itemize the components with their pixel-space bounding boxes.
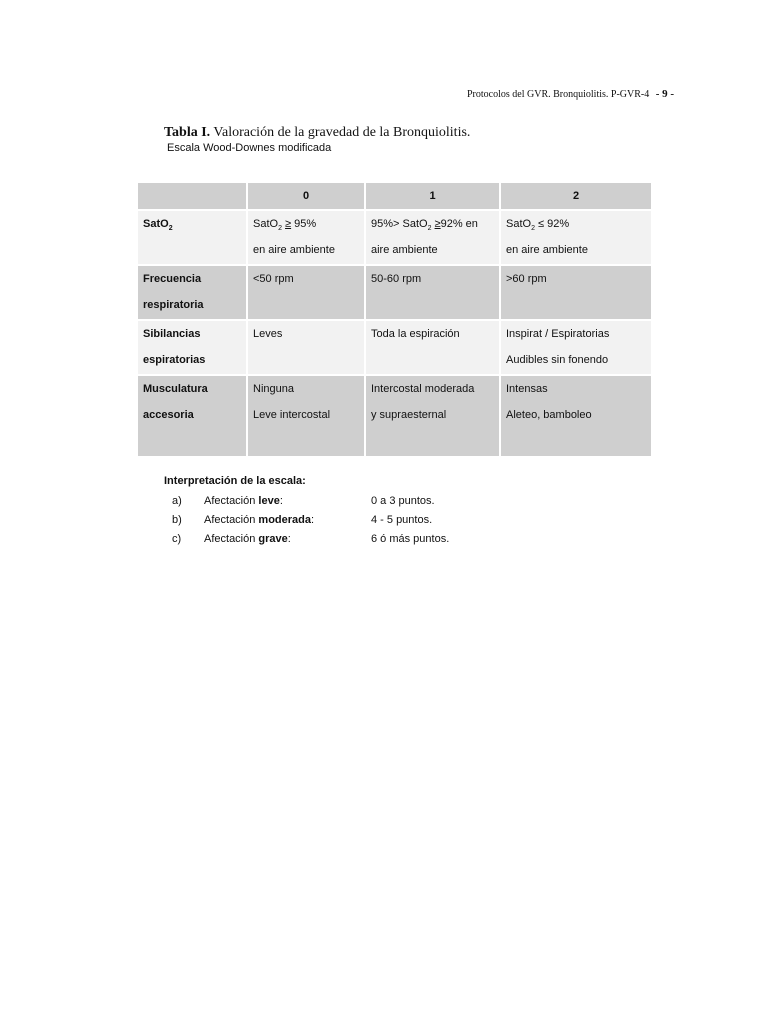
- header-text: Protocolos del GVR. Bronquiolitis. P-GVR-4: [467, 89, 650, 100]
- row-label-frecuencia: Frecuencia respiratoria: [138, 266, 246, 319]
- sibilancias-score-2: Inspirat / Espiratorias Audibles sin fonendo: [501, 321, 651, 374]
- interpretation-item-grave: c) Afectación grave: 6 ó más puntos.: [164, 530, 449, 549]
- sato2-score-0: SatO$_2$ ≥ 95% en aire ambiente: [248, 211, 364, 264]
- interpretation-title: Interpretación de la escala:: [164, 475, 306, 487]
- column-header-2: 2: [501, 183, 651, 209]
- row-label-musculatura: Musculatura accesoria: [138, 376, 246, 456]
- column-header-1: 1: [366, 183, 499, 209]
- row-label-sibilancias: Sibilancias espiratorias: [138, 321, 246, 374]
- wood-downes-table: [138, 183, 649, 451]
- musculatura-score-2: Intensas Aleteo, bamboleo: [501, 376, 651, 456]
- table-title-label: Tabla I.: [164, 125, 211, 140]
- frecuencia-score-2: >60 rpm: [501, 266, 651, 319]
- header-blank-cell: [138, 183, 246, 209]
- interpretation-value: 0 a 3 puntos.: [371, 495, 435, 507]
- sibilancias-score-1: Toda la espiración: [366, 321, 499, 374]
- musculatura-score-1: Intercostal moderada y supraesternal: [366, 376, 499, 456]
- sato2-score-2: SatO$_2$ ≤ 92% en aire ambiente: [501, 211, 651, 264]
- table-title: [164, 125, 470, 141]
- row-label-sato2: SatO$_2$: [138, 211, 246, 264]
- musculatura-score-0: Ninguna Leve intercostal: [248, 376, 364, 456]
- frecuencia-score-1: 50-60 rpm: [366, 266, 499, 319]
- sibilancias-score-0: Leves: [248, 321, 364, 374]
- sato2-score-1: 95%> SatO$_2$ ≥92% en aire ambiente: [366, 211, 499, 264]
- page-header: [467, 88, 674, 100]
- table-title-text: Valoración de la gravedad de la Bronquiolitis.: [210, 125, 471, 140]
- interpretation-item-leve: a) Afectación leve: 0 a 3 puntos.: [164, 492, 449, 511]
- column-header-0: 0: [248, 183, 364, 209]
- interpretation-value: 4 - 5 puntos.: [371, 514, 433, 526]
- table-subtitle: Escala Wood-Downes modificada: [167, 142, 332, 154]
- frecuencia-score-0: <50 rpm: [248, 266, 364, 319]
- page-number: - 9 -: [655, 88, 675, 100]
- interpretation-value: 6 ó más puntos.: [371, 533, 450, 545]
- interpretation-section: [164, 475, 449, 549]
- interpretation-item-moderada: b) Afectación moderada: 4 - 5 puntos.: [164, 511, 449, 530]
